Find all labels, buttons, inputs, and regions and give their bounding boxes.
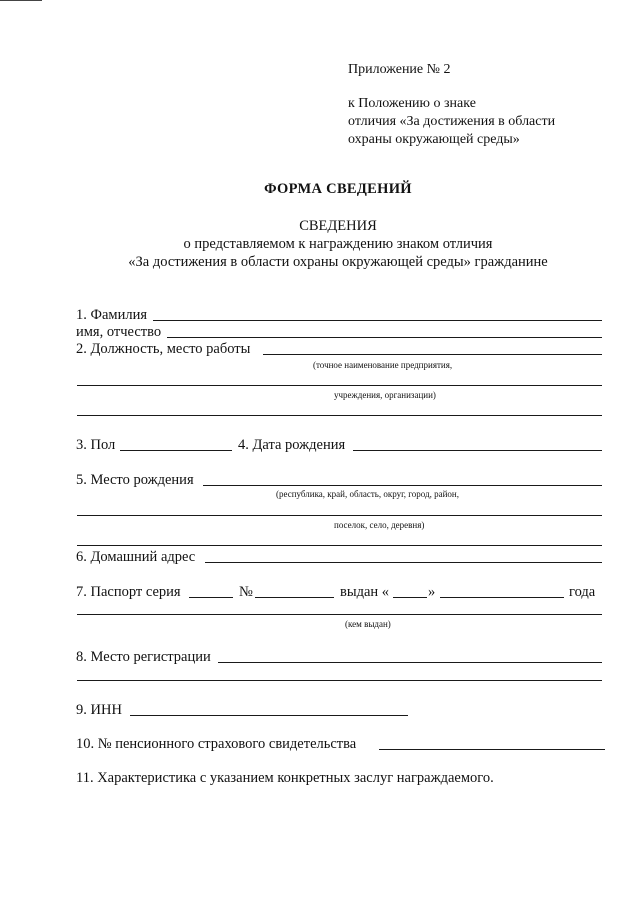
passport-issue-day-field[interactable] <box>393 597 427 598</box>
passport-series-field[interactable] <box>189 597 233 598</box>
registration-label: 8. Место регистрации <box>76 649 211 665</box>
regulation-ref-line3: охраны окружающей среды» <box>348 132 520 147</box>
registration-field-line2[interactable] <box>77 680 602 681</box>
passport-label: 7. Паспорт серия <box>76 584 181 600</box>
passport-issued-label: выдан « <box>340 584 390 600</box>
birthplace-field-line2[interactable] <box>77 515 602 516</box>
passport-year-label: года <box>569 584 596 600</box>
position-label: 2. Должность, место работы <box>76 341 251 357</box>
sex-field[interactable] <box>120 450 232 451</box>
name-label: имя, отчество <box>76 324 162 340</box>
surname-label: 1. Фамилия <box>76 307 147 323</box>
passport-issuer-field[interactable] <box>77 614 602 615</box>
form-title: ФОРМА СВЕДЕНИЙ <box>264 181 412 197</box>
pension-field[interactable] <box>379 749 605 750</box>
address-label: 6. Домашний адрес <box>76 549 196 565</box>
position-field[interactable] <box>263 354 602 355</box>
position-hint-2: учреждения, организации) <box>334 390 436 400</box>
passport-number-label: № <box>239 584 253 600</box>
appendix-number: Приложение № 2 <box>348 62 451 77</box>
position-hint-1: (точное наименование предприятия, <box>313 360 453 370</box>
passport-issuer-hint: (кем выдан) <box>345 619 391 629</box>
registration-field[interactable] <box>218 662 602 663</box>
subtitle-line2: о представляемом к награждению знаком отличия <box>183 236 493 252</box>
passport-number-field[interactable] <box>255 597 334 598</box>
passport-issue-month-field[interactable] <box>440 597 564 598</box>
page-corner-mark <box>0 0 42 1</box>
subtitle-line3: «За достижения в области охраны окружающей среды» гражданине <box>128 254 548 270</box>
address-field[interactable] <box>205 562 602 563</box>
quote-close: » <box>428 584 436 600</box>
birthplace-label: 5. Место рождения <box>76 472 194 488</box>
position-field-line3[interactable] <box>77 415 602 416</box>
subtitle-line1: СВЕДЕНИЯ <box>299 218 377 234</box>
birthdate-label: 4. Дата рождения <box>238 437 346 453</box>
birthdate-field[interactable] <box>353 450 602 451</box>
position-field-line2[interactable] <box>77 385 602 386</box>
characteristic-label: 11. Характеристика с указанием конкретных заслуг награждаемого. <box>76 770 494 786</box>
regulation-ref-line1: к Положению о знаке <box>348 96 476 111</box>
surname-field[interactable] <box>153 320 602 321</box>
name-field[interactable] <box>167 337 602 338</box>
sex-label: 3. Пол <box>76 437 116 453</box>
birthplace-hint-1: (республика, край, область, округ, город, район, <box>276 489 459 499</box>
birthplace-hint-2: поселок, село, деревня) <box>334 520 425 530</box>
pension-label: 10. № пенсионного страхового свидетельства <box>76 736 357 752</box>
inn-label: 9. ИНН <box>76 702 122 718</box>
birthplace-field-line3[interactable] <box>77 545 602 546</box>
birthplace-field[interactable] <box>203 485 602 486</box>
inn-field[interactable] <box>130 715 408 716</box>
regulation-ref-line2: отличия «За достижения в области <box>348 114 556 129</box>
